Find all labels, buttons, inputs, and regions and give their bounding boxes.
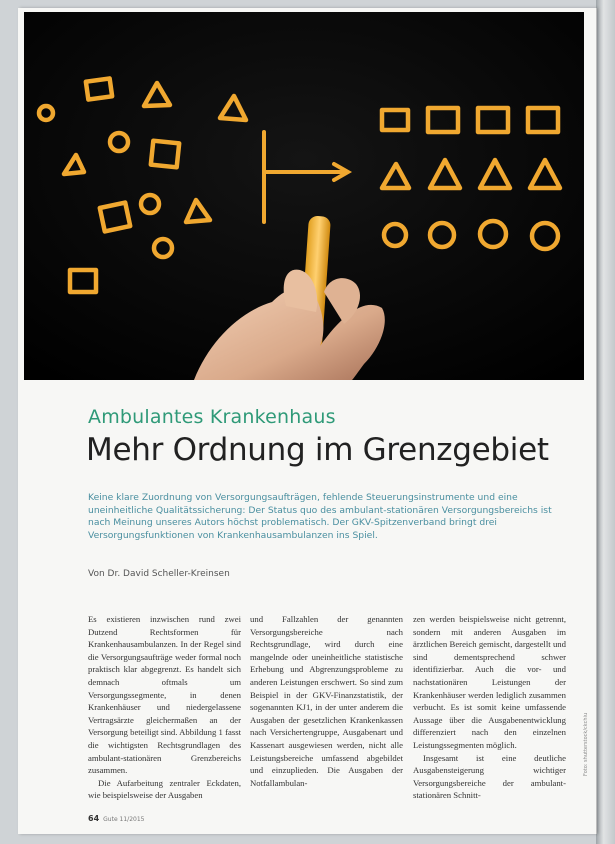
photo-credit	[581, 668, 589, 778]
paragraph: Es existieren inzwischen rund zwei Dutzend Rechtsformen für Krankenhausambulanzen. In der Regel sind die Versorgungsaufträge weder formal noch praktisch klar abgegrenzt. Es handelt sich demnach oftmals um Versorgungssegmente, in denen Krankenhäuser und niedergelassene Vertragsärzte gleichermaßen an der Versorgung beteiligt sind. Abbildung 1 fasst die wichtigsten Rechtsgrundlagen des ambulant-stationären Grenzbereichs zusammen.	[88, 614, 241, 776]
photo-credit-text: Foto: shutterstock/ckchiu	[583, 712, 589, 776]
paragraph: zen werden beispielsweise nicht getrennt, sondern mit anderen Ausgaben im ärztlichen Bereich gemischt, dargestellt und sind dementsprechend schwer identifizierbar. Auch die vor- und nachstationären Leistungen der Krankenhäuser werden lediglich zusammen verbucht. Es ist somit keine umfassende Aussage über die Ausgabenentwicklung differenziert nach den einzelnen Leistungssegmenten möglich.	[413, 614, 566, 750]
chalkboard-photo	[24, 12, 584, 380]
paragraph: Insgesamt ist eine deutliche Ausgabensteigerung wichtiger Versorgungsbereiche der ambulant-stationären Schnitt-	[413, 752, 566, 801]
article-author: Von Dr. David Scheller-Kreinsen	[88, 569, 230, 579]
paragraph: und Fallzahlen der genannten Versorgungsbereiche nach Rechtsgrundlage, wird durch eine mangelnde oder uneinheitliche statistische Erhebung und Abgrenzungsprobleme zu anderen Leistungen erschwert. So sind zum Beispiel in der GKV-Finanzstatistik, der sogenannten KJ1, in der unter anderem die Ausgaben der gesetzlichen Krankenkassen nach Versichertengruppe, Ausgabenart und Kassenart ausgewiesen werden, nicht alle Leistungsbereiche umfassend abgebildet und einzuplieden. Die Ausgaben der Notfallambulan-	[250, 614, 403, 788]
text-column-2	[250, 613, 403, 789]
paragraph: Die Aufarbeitung zentraler Eckdaten, wie beispielsweise der Ausgaben	[88, 777, 241, 801]
text-column-1	[88, 613, 241, 802]
text-column-3	[413, 613, 566, 802]
article-lead: Keine klare Zuordnung von Versorgungsaufträgen, fehlende Steuerungsinstrumente und eine uneinheitliche Qualitätssicherung: Der Status quo des ambulant-stationären Versorgungsbereichs ist nach Meinung unseres Autors höchst problematisch. Der GKV-Spitzenverband bringt drei Versorgungsfunktionen von Krankenhausambulanzen ins Spiel.	[88, 492, 552, 541]
chalkboard-illustration	[24, 12, 584, 380]
article-kicker: Ambulantes Krankenhaus	[88, 406, 336, 428]
article-headline: Mehr Ordnung im Grenzgebiet	[86, 432, 549, 468]
page-number: 64	[88, 814, 100, 823]
issue-label: Gute 11/2015	[103, 816, 145, 823]
page-footer	[88, 814, 144, 823]
magazine-page	[18, 8, 596, 834]
page-spine-edge	[596, 0, 615, 844]
